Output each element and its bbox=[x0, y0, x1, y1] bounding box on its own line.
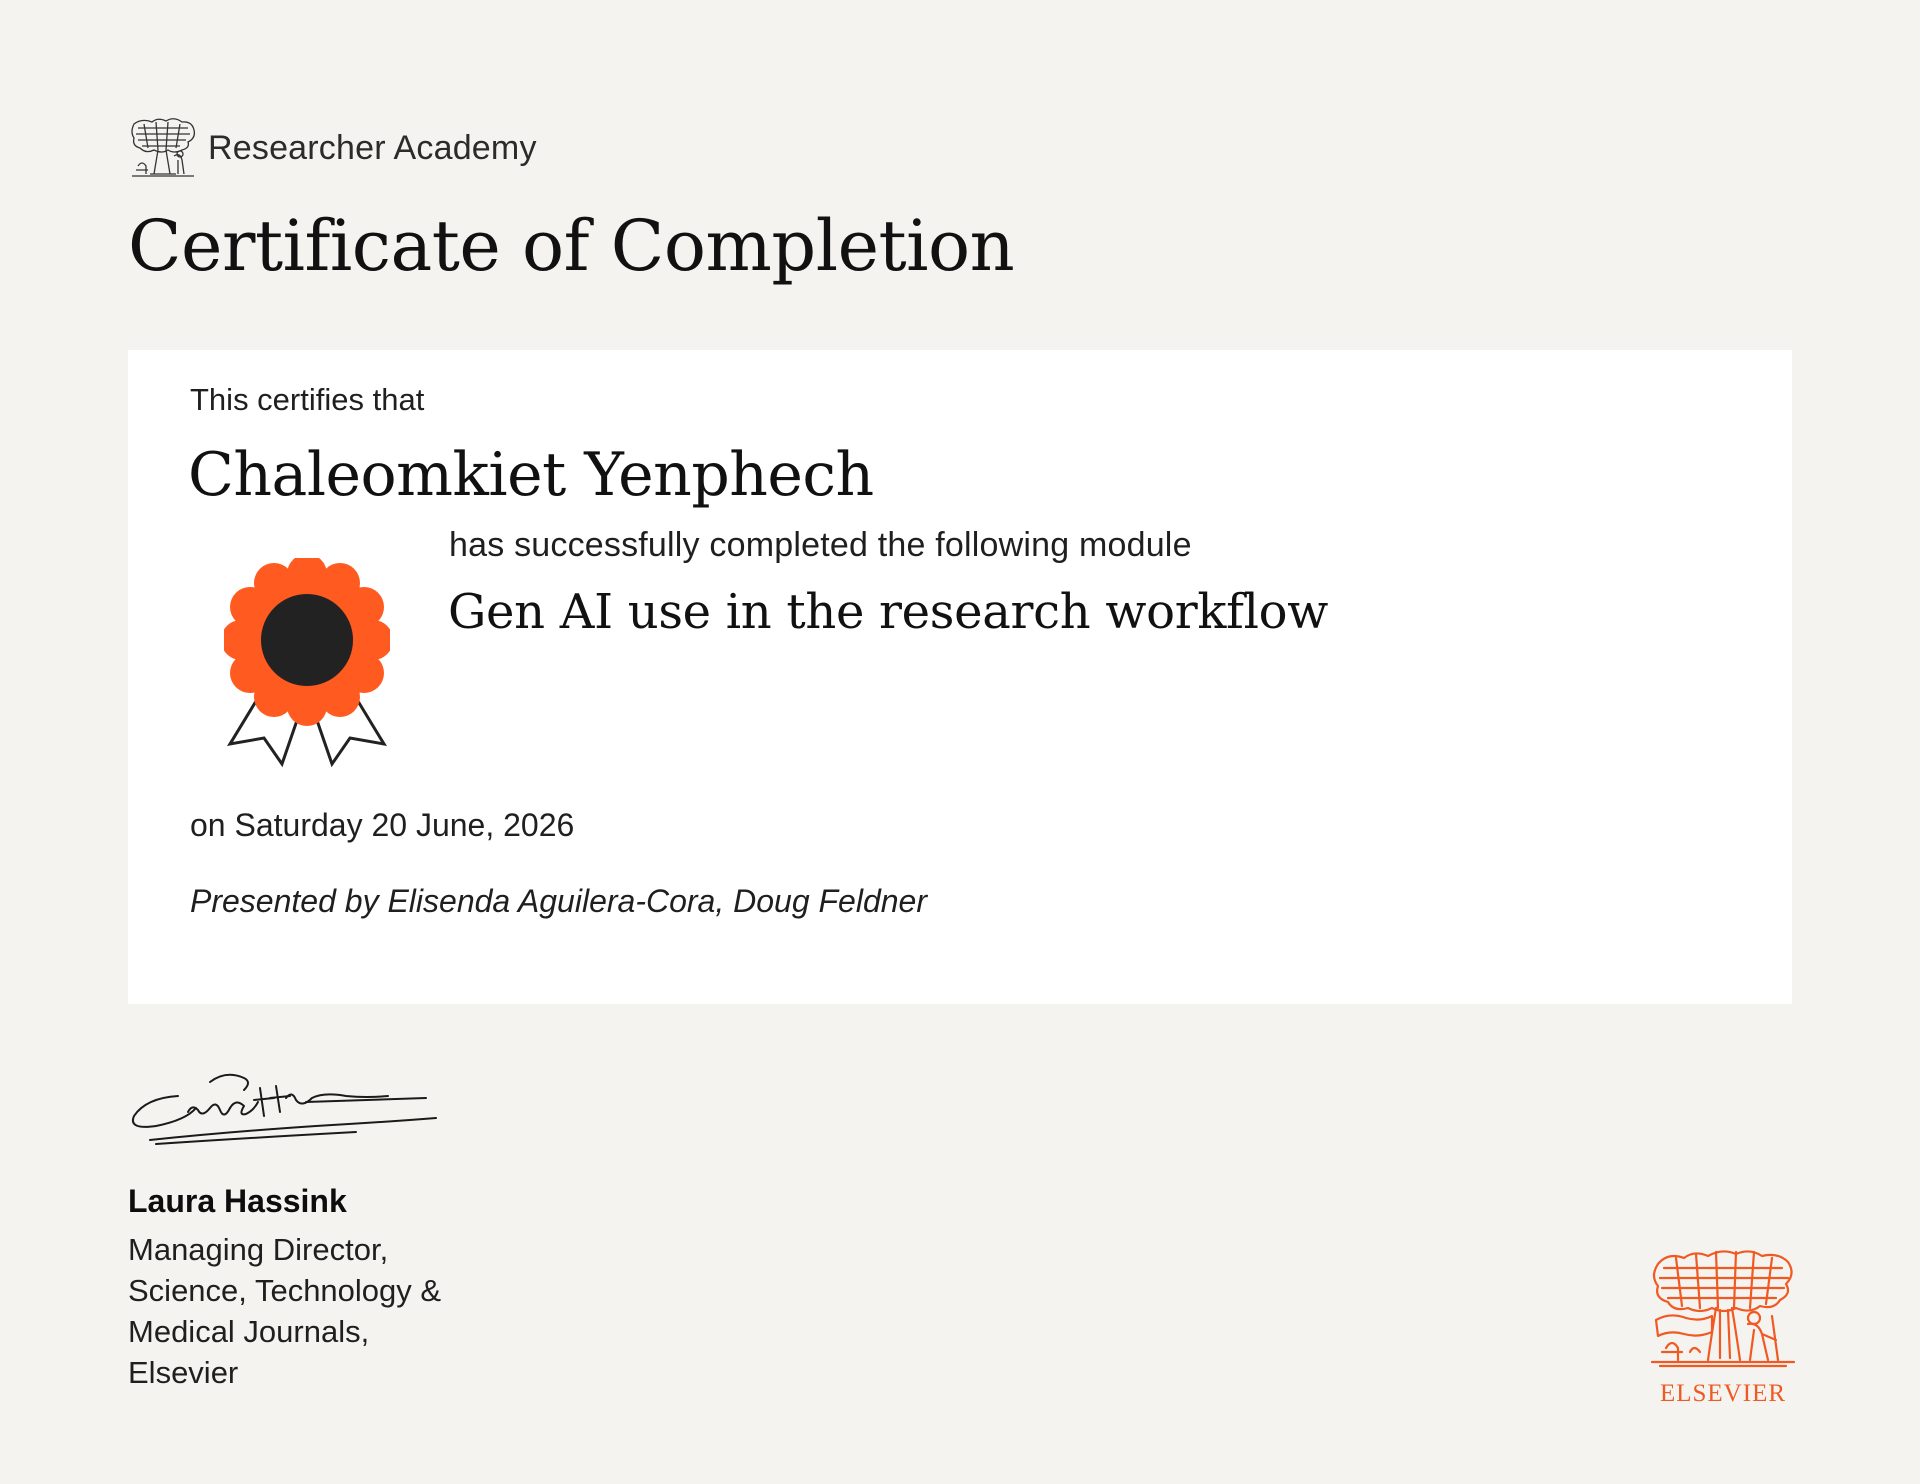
completed-text: has successfully completed the following module bbox=[449, 526, 1192, 564]
certificate-card bbox=[128, 350, 1792, 1004]
recipient-name: Chaleomkiet Yenphech bbox=[188, 440, 874, 510]
elsevier-tree-icon bbox=[128, 116, 198, 180]
elsevier-tree-icon bbox=[1650, 1248, 1796, 1378]
signer-role bbox=[128, 1229, 488, 1393]
signer-role-line: Managing Director, bbox=[128, 1232, 389, 1267]
brand-name: Researcher Academy bbox=[208, 128, 537, 167]
award-rosette-icon bbox=[224, 558, 390, 768]
signer-role-line: Science, Technology & bbox=[128, 1273, 442, 1308]
signer-role-line: Elsevier bbox=[128, 1355, 239, 1390]
presenters: Presented by Elisenda Aguilera-Cora, Doug Feldner bbox=[190, 883, 927, 919]
signer-name: Laura Hassink bbox=[128, 1183, 347, 1219]
elsevier-wordmark: ELSEVIER bbox=[1659, 1380, 1787, 1407]
module-title: Gen AI use in the research workflow bbox=[448, 584, 1329, 640]
handwritten-signature bbox=[126, 1068, 446, 1158]
elsevier-logo bbox=[1650, 1248, 1796, 1408]
signer-role-line: Medical Journals, bbox=[128, 1314, 370, 1349]
completion-date: on Saturday 20 June, 2026 bbox=[190, 807, 575, 843]
certifies-text: This certifies that bbox=[190, 382, 425, 417]
brand-header bbox=[128, 116, 537, 180]
certificate-title: Certificate of Completion bbox=[128, 205, 1015, 287]
